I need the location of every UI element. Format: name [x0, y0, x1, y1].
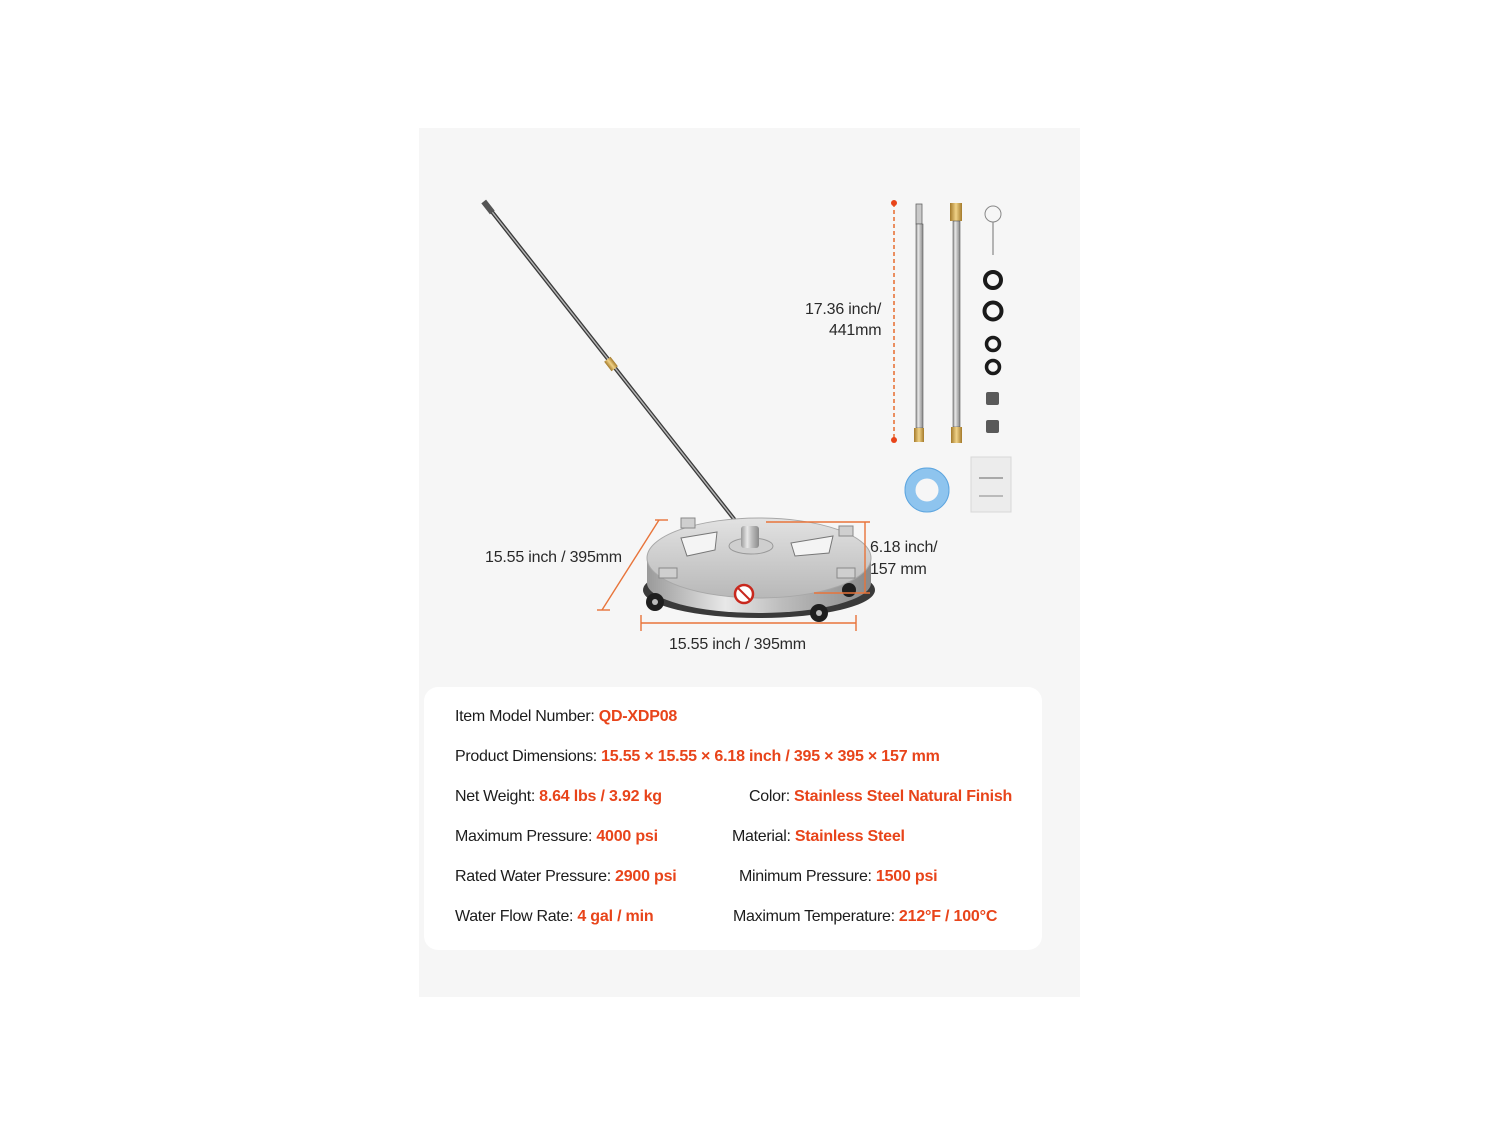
spec-product-dimensions	[455, 747, 940, 767]
product-spec-panel	[419, 128, 1080, 997]
spec-net-weight	[455, 787, 662, 807]
spec-value: Stainless Steel	[794, 828, 905, 845]
product-illustration	[419, 128, 1080, 688]
wand-male-icon	[914, 204, 924, 442]
spec-value: QD-XDP08	[598, 708, 678, 725]
spec-rated-water-pressure	[455, 867, 677, 887]
spec-label: Minimum Pressure:	[739, 868, 872, 885]
user-manual-icon	[971, 457, 1011, 512]
spec-value: Stainless Steel Natural Finish	[794, 788, 1013, 805]
height-dimension-label-2: 157 mm	[870, 561, 927, 578]
spec-maximum-pressure	[455, 827, 658, 847]
spec-minimum-pressure	[739, 867, 937, 887]
spec-maximum-temperature	[733, 907, 997, 927]
spec-value: 2900 psi	[615, 868, 677, 885]
spec-value: 212°F / 100°C	[898, 908, 998, 925]
spec-label: Maximum Temperature:	[733, 908, 895, 925]
wand-length-marker	[891, 200, 897, 443]
depth-dimension-label: 15.55 inch / 395mm	[485, 549, 622, 566]
spec-label: Maximum Pressure:	[455, 828, 593, 845]
width-dimension-label: 15.55 inch / 395mm	[669, 636, 806, 653]
wand-length-label-2: 441mm	[829, 322, 882, 339]
spec-value: 1500 psi	[875, 868, 938, 885]
surface-cleaner-icon	[643, 518, 875, 622]
specifications-card	[424, 687, 1042, 950]
spec-label: Product Dimensions:	[455, 748, 597, 765]
wand-female-icon	[950, 203, 962, 443]
o-rings-icon	[985, 272, 1002, 374]
spec-value: 8.64 lbs / 3.92 kg	[539, 788, 662, 805]
spec-model-number	[455, 707, 677, 727]
spec-value: 15.55 × 15.55 × 6.18 inch / 395 × 395 × 157 mm	[601, 748, 940, 765]
wand-length-label-1: 17.36 inch/	[805, 301, 882, 318]
spec-label: Color:	[749, 788, 790, 805]
spec-label: Net Weight:	[455, 788, 535, 805]
spec-label: Item Model Number:	[455, 708, 595, 725]
spec-label: Water Flow Rate:	[455, 908, 574, 925]
spec-value: 4000 psi	[596, 828, 658, 845]
spec-color	[749, 787, 1012, 807]
spec-label: Material:	[732, 828, 791, 845]
height-dimension-label-1: 6.18 inch/	[870, 539, 938, 556]
spec-label: Rated Water Pressure:	[455, 868, 611, 885]
spec-water-flow-rate	[455, 907, 653, 927]
cleaning-needle-icon	[985, 206, 1001, 255]
ptfe-tape-icon	[905, 468, 949, 512]
spec-material	[732, 827, 905, 847]
spec-value: 4 gal / min	[577, 908, 654, 925]
nozzles-icon	[986, 392, 999, 433]
extension-wand-icon	[481, 200, 749, 538]
